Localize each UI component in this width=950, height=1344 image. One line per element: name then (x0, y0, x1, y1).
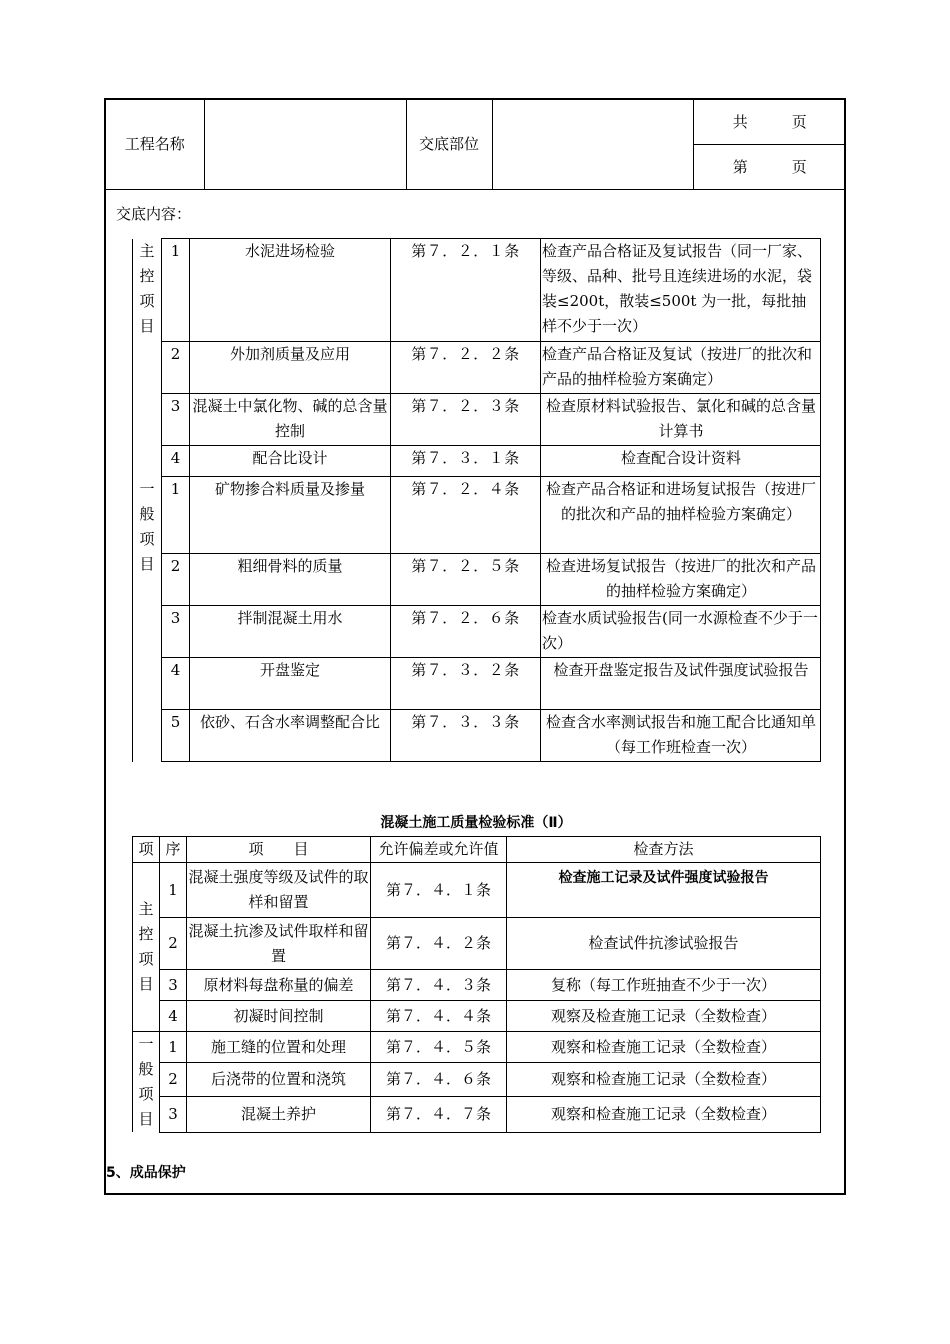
check-method: 检查试件抗渗试验报告 (507, 918, 821, 970)
row-index: 1 (162, 239, 190, 342)
category-text: 一般项目 (138, 1035, 154, 1128)
clause-reference: 第７．２．６条 (391, 606, 541, 658)
check-method: 检查原材料试验报告、氯化和碱的总含量计算书 (541, 394, 821, 446)
general-category-label (133, 477, 162, 762)
row-index: 2 (160, 918, 187, 970)
check-method: 复称（每工作班抽查不少于一次） (507, 970, 821, 1001)
total-pages-label-1: 共 (732, 112, 748, 131)
inspection-table-2 (132, 836, 821, 1133)
clause-reference: 第７．３．３条 (391, 710, 541, 762)
check-method: 检查施工记录及试件强度试验报告 (507, 863, 821, 918)
item-name: 后浇带的位置和浇筑 (187, 1063, 371, 1097)
total-pages-label-2: 页 (791, 112, 807, 131)
location-value[interactable] (492, 100, 693, 190)
row-index: 2 (162, 554, 190, 606)
check-method: 检查进场复试报告（按进厂的批次和产品的抽样检验方案确定） (541, 554, 821, 606)
check-method: 检查水质试验报告(同一水源检查不少于一次） (541, 606, 821, 658)
check-method: 检查产品合格证及复试报告（同一厂家、等级、品种、批号且连续进场的水泥，袋装≤200t，散装≤500t 为一批，每批抽样不少于一次） (541, 239, 821, 342)
row-index: 2 (160, 1063, 187, 1097)
page-label-2: 页 (791, 157, 807, 176)
total-pages-cell (693, 100, 846, 145)
table-row (133, 1063, 821, 1097)
clause-reference: 第７．３．２条 (391, 658, 541, 710)
table-row (133, 1032, 821, 1063)
table2-title: 混凝土施工质量检验标准（Ⅱ） (380, 815, 572, 831)
row-index: 3 (162, 394, 190, 446)
item-name: 混凝土强度等级及试件的取样和留置 (187, 863, 371, 918)
check-method: 观察及检查施工记录（全数检查） (507, 1001, 821, 1032)
row-index: 5 (162, 710, 190, 762)
clause-reference: 第７．４．３条 (371, 970, 507, 1001)
table-header-row (133, 837, 821, 863)
row-index: 1 (160, 863, 187, 918)
item-name: 配合比设计 (190, 446, 391, 477)
item-name: 矿物掺合料质量及掺量 (190, 477, 391, 554)
clause-reference: 第７．４．６条 (371, 1063, 507, 1097)
table-row (133, 554, 821, 606)
row-index: 4 (162, 658, 190, 710)
item-name: 混凝土养护 (187, 1096, 371, 1132)
clause-reference: 第７．２．３条 (391, 394, 541, 446)
item-name: 混凝土抗渗及试件取样和留置 (187, 918, 371, 970)
table-row (133, 658, 821, 710)
technical-disclosure-form (104, 98, 846, 1195)
category-text: 一般项目 (139, 479, 155, 573)
check-method: 检查配合设计资料 (541, 446, 821, 477)
table-row (133, 239, 821, 342)
general-category-label (133, 1032, 160, 1133)
item-name: 粗细骨料的质量 (190, 554, 391, 606)
table-row (133, 394, 821, 446)
item-name: 拌制混凝土用水 (190, 606, 391, 658)
row-index: 1 (160, 1032, 187, 1063)
table-row (133, 863, 821, 918)
table-row (133, 446, 821, 477)
item-name: 施工缝的位置和处理 (187, 1032, 371, 1063)
item-name: 原材料每盘称量的偏差 (187, 970, 371, 1001)
header-table (106, 100, 846, 190)
item-name: 水泥进场检验 (190, 239, 391, 342)
column-header: 允许偏差或允许值 (371, 837, 507, 863)
column-header: 序 (160, 837, 187, 863)
row-index: 4 (160, 1001, 187, 1032)
table-row (133, 1096, 821, 1132)
check-method: 检查产品合格证和进场复试报告（按进厂的批次和产品的抽样检验方案确定） (541, 477, 821, 554)
clause-reference: 第７．４．２条 (371, 918, 507, 970)
check-method: 检查开盘鉴定报告及试件强度试验报告 (541, 658, 821, 710)
check-method: 观察和检查施工记录（全数检查） (507, 1032, 821, 1063)
item-name: 外加剂质量及应用 (190, 342, 391, 394)
check-method: 观察和检查施工记录（全数检查） (507, 1063, 821, 1097)
row-index: 3 (160, 1096, 187, 1132)
inspection-table-1 (132, 238, 821, 762)
item-name: 开盘鉴定 (190, 658, 391, 710)
table-row (133, 918, 821, 970)
item-name: 依砂、石含水率调整配合比 (190, 710, 391, 762)
clause-reference: 第７．３．１条 (391, 446, 541, 477)
column-header: 检查方法 (507, 837, 821, 863)
table-row (133, 342, 821, 394)
clause-reference: 第７．４．４条 (371, 1001, 507, 1032)
row-index: 4 (162, 446, 190, 477)
column-header: 项 (133, 837, 160, 863)
row-index: 3 (160, 970, 187, 1001)
check-method: 检查产品合格证及复试（按进厂的批次和产品的抽样检验方案确定） (541, 342, 821, 394)
table-row (133, 606, 821, 658)
clause-reference: 第７．２．１条 (391, 239, 541, 342)
table-row (133, 477, 821, 554)
page-number-cell (693, 145, 846, 190)
category-text: 主控项目 (138, 900, 154, 993)
main-category-label (133, 863, 160, 1032)
page-label-1: 第 (732, 157, 748, 176)
row-index: 3 (162, 606, 190, 658)
table-row (133, 1001, 821, 1032)
table-row (133, 710, 821, 762)
category-text: 主控项目 (139, 241, 155, 335)
row-index: 1 (162, 477, 190, 554)
item-name: 初凝时间控制 (187, 1001, 371, 1032)
location-label: 交底部位 (406, 100, 492, 190)
item-name: 混凝土中氯化物、碱的总含量控制 (190, 394, 391, 446)
project-name-value[interactable] (204, 100, 406, 190)
clause-reference: 第７．２．２条 (391, 342, 541, 394)
clause-reference: 第７．２．５条 (391, 554, 541, 606)
section-5-heading: 5、成品保护 (106, 1165, 186, 1181)
clause-reference: 第７．４．１条 (371, 863, 507, 918)
table-row (133, 970, 821, 1001)
check-method: 观察和检查施工记录（全数检查） (507, 1096, 821, 1132)
column-header: 项 目 (187, 837, 371, 863)
main-category-label (133, 239, 162, 477)
clause-reference: 第７．２．４条 (391, 477, 541, 554)
content-label: 交底内容： (116, 205, 192, 223)
project-name-label: 工程名称 (106, 100, 204, 190)
row-index: 2 (162, 342, 190, 394)
check-method: 检查含水率测试报告和施工配合比通知单（每工作班检查一次） (541, 710, 821, 762)
clause-reference: 第７．４．５条 (371, 1032, 507, 1063)
clause-reference: 第７．４．７条 (371, 1096, 507, 1132)
